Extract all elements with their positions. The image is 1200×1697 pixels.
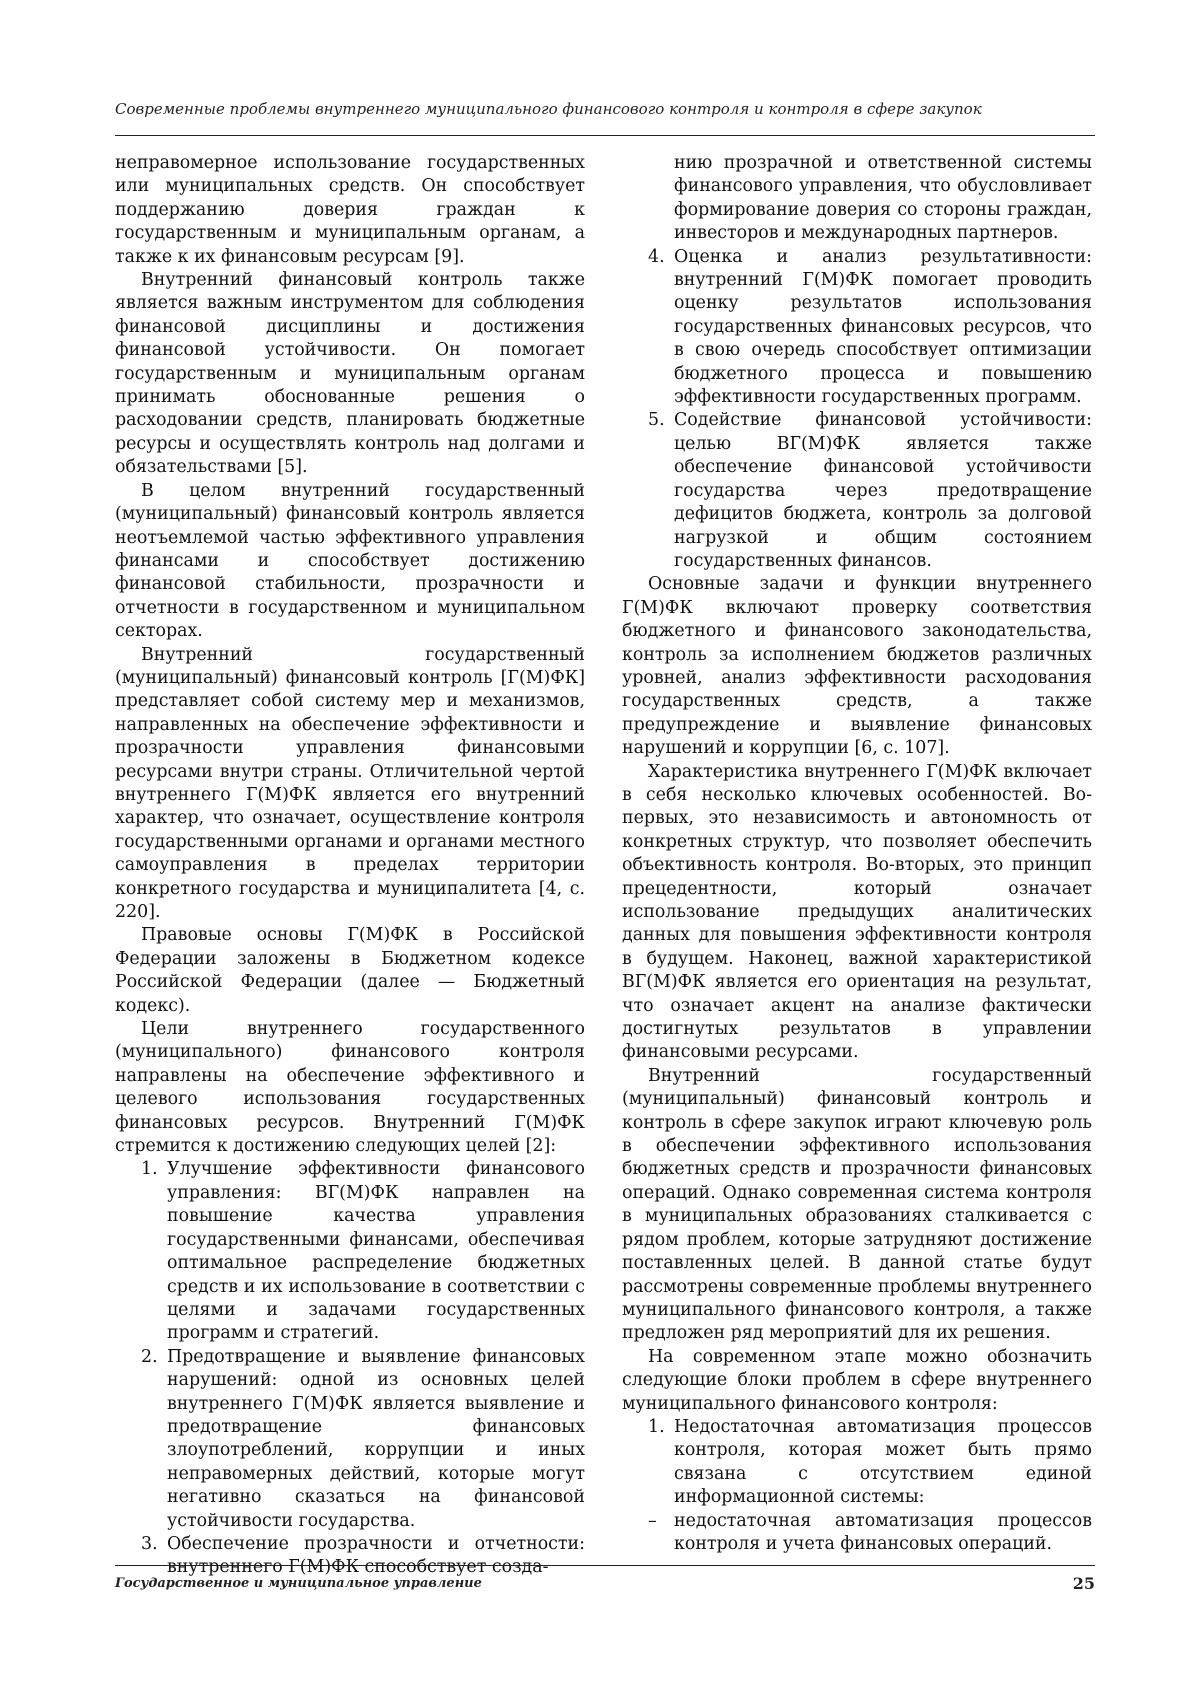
footer-rule [115,1565,1095,1566]
list-item-text: недостаточная автоматизация процессов контроля и учета финансовых операций. [674,1510,1092,1554]
list-item-continuation [622,152,1092,246]
running-header: Современные проблемы внутреннего муниципального финансового контроля и контроля в сфере закупок [115,100,982,118]
list-item-text: Недостаточная автоматизация процессов контроля, которая может быть прямо связана с отсутствием единой информационной системы: [674,1416,1092,1508]
list-item [622,1416,1092,1510]
paragraph: Внутренний государственный (муниципальный) финансовый контроль и контроль в сфере закупок играют ключевую роль в обеспечении эффективного использования бюджетных средств и прозрачности финансовых операций. Однако современная система контроля в муниципальных образованиях сталкивается с рядом проблем, которые затрудняют достижение поставленных целей. В данной статье будут рассмотрены современные проблемы внутреннего муниципального финансового контроля, а также предложен ряд мероприятий для их решения. [622,1065,1092,1344]
list-number: 5. [648,410,665,431]
list-item-text: Предотвращение и выявление финансовых нарушений: одной из основных целей внутреннего Г(М)ФК является выявление и предотвращение финансовых злоупотреблений, коррупции и иных неправомерных действий, которые могут негативно сказаться на финансовой устойчивости государства. [167,1346,585,1531]
paragraph: На современном этапе можно обозначить следующие блоки проблем в сфере внутреннего муниципального финансового контроля: [622,1346,1092,1414]
list-number-spacer [622,152,674,246]
left-column [115,152,585,1580]
paragraph: Основные задачи и функции внутреннего Г(М)ФК включают проверку соответствия бюджетного и финансового законодательства, контроль за исполнением бюджетов различных уровней, анализ эффективности расходования государственных средств, а также предупреждение и выявление финансовых нарушений и коррупции [6, с. 107]. [622,574,1092,759]
list-item-text: нию прозрачной и ответственной системы финансового управления, что обусловливает формирование доверия со стороны граждан, инвесторов и международных партнеров. [674,153,1092,244]
paragraph: неправомерное использование государственных или муниципальных средств. Он способствует поддержанию доверия граждан к государственным и муниципальным органам, а также к их финансовым ресурсам [9]. [115,153,585,267]
paragraph: В целом внутренний государственный (муниципальный) финансовый контроль является неотъемлемой частью эффективного управления финансами и способствует достижению финансовой стабильности, прозрачности и отчетности в государственном и муниципальном секторах. [115,480,585,642]
list-number: 2. [141,1346,158,1367]
list-item [115,1158,585,1345]
list-number: 1. [141,1159,158,1180]
page-number: 25 [1072,1574,1095,1593]
paragraph: Цели внутреннего государственного (муниципального) финансового контроля направлены на обеспечение эффективного и целевого использования государственных финансовых ресурсов. Внутренний Г(М)ФК стремится к достижению следующих целей [2]: [115,1019,585,1157]
list-number: 4. [648,246,665,267]
list-item-text: Обеспечение прозрачности и отчетности: внутреннего Г(М)ФК способствует созда- [167,1533,585,1578]
header-rule [115,135,1095,136]
journal-title: Государственное и муниципальное управление [115,1576,482,1591]
list-number: 1. [648,1416,665,1437]
paragraph: Внутренний государственный (муниципальный) финансовый контроль [Г(М)ФК] представляет собой систему мер и механизмов, направленных на обеспечение эффективности и прозрачности управления финансовыми ресурсами внутри страны. Отличительной чертой внутреннего Г(М)ФК является его внутренний характер, что означает, осуществление контроля государственными органами и органами местного самоуправления в пределах территории конкретного государства и муниципалитета [4, с. 220]. [115,644,585,922]
list-item-text: Оценка и анализ результативности: внутренний Г(М)ФК помогает проводить оценку результатов использования государственных финансовых ресурсов, что в свою очередь способствует оптимизации бюджетного процесса и повышению эффективности государственных программ. [674,246,1092,408]
list-item [622,246,1092,410]
list-item-text: Улучшение эффективности финансового управления: ВГ(М)ФК направлен на повышение качества управления государственными финансами, обеспечивая оптимальное распределение бюджетных средств и их использование в соответствии с целями и задачами государственных программ и стратегий. [167,1159,585,1344]
list-item [115,1533,585,1580]
list-item [622,1510,1092,1557]
right-column [622,152,1092,1556]
list-item-text: Содействие финансовой устойчивости: целью ВГ(М)ФК является также обеспечение финансовой устойчивости государства через предотвращение дефицитов бюджета, контроль за долговой нагрузкой и общим состоянием государственных финансов. [674,410,1092,571]
paragraph: Внутренний финансовый контроль также является важным инструментом для соблюдения финансовой дисциплины и достижения финансовой устойчивости. Он помогает государственным и муниципальным органам принимать обоснованные решения о расходовании средств, планировать бюджетные ресурсы и осуществлять контроль над долгами и обязательствами [5]. [115,270,585,478]
list-item [115,1346,585,1533]
paragraph: Правовые основы Г(М)ФК в Российской Федерации заложены в Бюджетном кодексе Российской Федерации (далее — Бюджетный кодекс). [115,925,585,1016]
paragraph: Характеристика внутреннего Г(М)ФК включает в себя несколько ключевых особенностей. Во-первых, это независимость и автономность от конкретных структур, что позволяет обеспечить объективность контроля. Во-вторых, это принцип прецедентности, который означает использование предыдущих аналитических данных для повышения эффективности контроля в будущем. Наконец, важной характеристикой ВГ(М)ФК является его ориентация на результат, что означает акцент на анализе фактически достигнутых результатов в управлении финансовыми ресурсами. [622,761,1092,1063]
list-number: 3. [141,1533,158,1554]
list-item [622,409,1092,573]
list-dash: – [648,1510,657,1531]
